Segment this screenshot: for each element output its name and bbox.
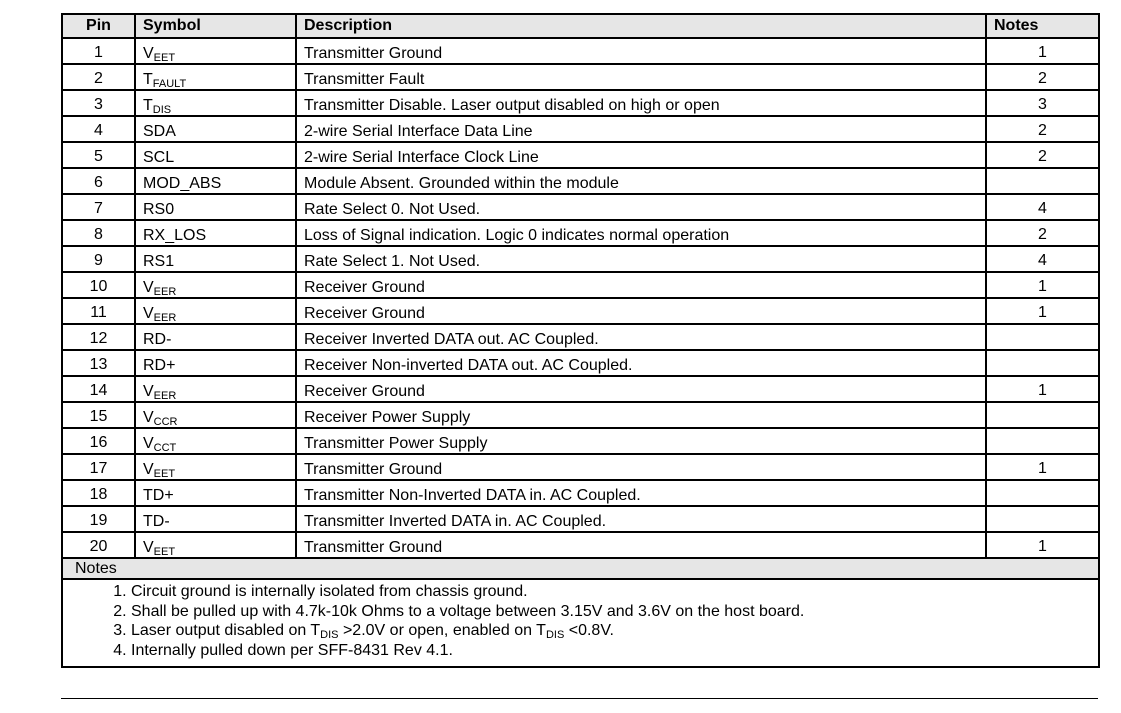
description-cell: 2-wire Serial Interface Data Line	[296, 116, 986, 142]
symbol-subscript: EER	[153, 390, 177, 402]
table-row	[62, 376, 1099, 402]
symbol-cell	[135, 350, 296, 376]
symbol-subscript: EET	[153, 546, 176, 558]
pin-cell: 10	[62, 272, 135, 298]
description-cell: Transmitter Ground	[296, 532, 986, 558]
symbol-cell	[135, 64, 296, 90]
symbol-text: TD-	[143, 513, 170, 530]
symbol-text: RD-	[143, 331, 172, 348]
symbol-cell	[135, 194, 296, 220]
description-cell: Transmitter Fault	[296, 64, 986, 90]
pin-cell: 3	[62, 90, 135, 116]
description-cell: Transmitter Disable. Laser output disabled on high or open	[296, 90, 986, 116]
description-cell: Transmitter Ground	[296, 454, 986, 480]
notes-cell: 1	[986, 272, 1099, 298]
header-pin: Pin	[62, 14, 135, 38]
symbol-text: T	[143, 71, 153, 88]
notes-cell	[986, 506, 1099, 532]
description-cell: Transmitter Ground	[296, 38, 986, 64]
header-symbol: Symbol	[135, 14, 296, 38]
description-cell: Receiver Power Supply	[296, 402, 986, 428]
description-cell: Receiver Inverted DATA out. AC Coupled.	[296, 324, 986, 350]
description-cell: Receiver Non-inverted DATA out. AC Coupled.	[296, 350, 986, 376]
notes-cell: 4	[986, 194, 1099, 220]
footer-rule	[61, 698, 1098, 699]
description-cell: Receiver Ground	[296, 298, 986, 324]
symbol-subscript: CCT	[153, 442, 177, 454]
description-cell: Receiver Ground	[296, 272, 986, 298]
description-cell: Rate Select 1. Not Used.	[296, 246, 986, 272]
table-row	[62, 324, 1099, 350]
notes-cell: 3	[986, 90, 1099, 116]
header-row	[62, 14, 1099, 38]
description-cell: Transmitter Inverted DATA in. AC Coupled.	[296, 506, 986, 532]
note-3	[131, 621, 1098, 641]
note-2: 2. Shall be pulled up with 4.7k-10k Ohms to a voltage between 3.15V and 3.6V on the host board.	[131, 602, 1098, 622]
table-row	[62, 116, 1099, 142]
notes-cell: 1	[986, 532, 1099, 558]
symbol-text: V	[143, 461, 154, 478]
pin-cell: 13	[62, 350, 135, 376]
description-cell: Receiver Ground	[296, 376, 986, 402]
table-row	[62, 350, 1099, 376]
notes-cell	[986, 428, 1099, 454]
table-row	[62, 454, 1099, 480]
symbol-text: SCL	[143, 149, 175, 166]
description-cell: Rate Select 0. Not Used.	[296, 194, 986, 220]
pin-cell: 11	[62, 298, 135, 324]
table-row	[62, 38, 1099, 64]
symbol-text: MOD_ABS	[143, 175, 222, 192]
note-1: 1. Circuit ground is internally isolated from chassis ground.	[131, 582, 1098, 602]
notes-cell: 1	[986, 454, 1099, 480]
notes-cell: 2	[986, 142, 1099, 168]
note-4: 4. Internally pulled down per SFF-8431 Rev 4.1.	[131, 641, 1098, 661]
symbol-cell	[135, 246, 296, 272]
pin-cell: 5	[62, 142, 135, 168]
symbol-cell	[135, 402, 296, 428]
symbol-text: V	[143, 45, 154, 62]
pin-cell: 12	[62, 324, 135, 350]
symbol-text: V	[143, 435, 154, 452]
pin-cell: 7	[62, 194, 135, 220]
symbol-cell	[135, 506, 296, 532]
pin-cell: 20	[62, 532, 135, 558]
pin-cell: 16	[62, 428, 135, 454]
notes-cell	[986, 168, 1099, 194]
notes-body-row	[62, 579, 1099, 667]
symbol-cell	[135, 168, 296, 194]
note-3-sub-b: DIS	[545, 629, 565, 641]
notes-cell: 1	[986, 38, 1099, 64]
symbol-text: V	[143, 409, 154, 426]
symbol-cell	[135, 272, 296, 298]
symbol-cell	[135, 38, 296, 64]
symbol-cell	[135, 454, 296, 480]
symbol-cell	[135, 220, 296, 246]
symbol-subscript: FAULT	[152, 78, 187, 90]
notes-list-cell	[62, 579, 1099, 667]
table-row	[62, 194, 1099, 220]
notes-cell: 1	[986, 376, 1099, 402]
symbol-cell	[135, 142, 296, 168]
notes-cell	[986, 402, 1099, 428]
symbol-cell	[135, 90, 296, 116]
symbol-text: V	[143, 539, 154, 556]
symbol-cell	[135, 532, 296, 558]
symbol-subscript: DIS	[152, 104, 172, 116]
symbol-cell	[135, 116, 296, 142]
symbol-text: V	[143, 305, 154, 322]
notes-cell: 2	[986, 116, 1099, 142]
table-row	[62, 64, 1099, 90]
table-row	[62, 246, 1099, 272]
symbol-cell	[135, 480, 296, 506]
description-cell: Transmitter Power Supply	[296, 428, 986, 454]
header-description: Description	[296, 14, 986, 38]
table-row	[62, 402, 1099, 428]
notes-cell: 2	[986, 64, 1099, 90]
symbol-subscript: EET	[153, 468, 176, 480]
symbol-text: V	[143, 279, 154, 296]
symbol-subscript: CCR	[153, 416, 178, 428]
pin-cell: 19	[62, 506, 135, 532]
description-cell: 2-wire Serial Interface Clock Line	[296, 142, 986, 168]
table-row	[62, 532, 1099, 558]
table-row	[62, 272, 1099, 298]
symbol-text: RD+	[143, 357, 176, 374]
notes-cell: 1	[986, 298, 1099, 324]
description-cell: Loss of Signal indication. Logic 0 indicates normal operation	[296, 220, 986, 246]
note-3-part-c: <0.8V.	[564, 622, 614, 639]
notes-title: Notes	[62, 558, 1099, 579]
pin-cell: 9	[62, 246, 135, 272]
notes-cell	[986, 324, 1099, 350]
symbol-text: RX_LOS	[143, 227, 207, 244]
symbol-text: RS0	[143, 201, 175, 218]
description-cell: Transmitter Non-Inverted DATA in. AC Coupled.	[296, 480, 986, 506]
notes-cell: 2	[986, 220, 1099, 246]
pin-cell: 17	[62, 454, 135, 480]
table-row	[62, 480, 1099, 506]
pin-cell: 1	[62, 38, 135, 64]
notes-cell: 4	[986, 246, 1099, 272]
symbol-cell	[135, 324, 296, 350]
table-row	[62, 142, 1099, 168]
symbol-text: V	[143, 383, 154, 400]
symbol-text: SDA	[143, 123, 176, 140]
pin-description-table	[61, 13, 1100, 668]
symbol-text: T	[143, 97, 153, 114]
symbol-subscript: EET	[153, 52, 176, 64]
notes-header-row	[62, 558, 1099, 579]
pin-cell: 14	[62, 376, 135, 402]
pin-cell: 15	[62, 402, 135, 428]
symbol-text: RS1	[143, 253, 175, 270]
note-3-part-b: >2.0V or open, enabled on T	[338, 622, 546, 639]
header-notes: Notes	[986, 14, 1099, 38]
notes-cell	[986, 350, 1099, 376]
pin-cell: 8	[62, 220, 135, 246]
symbol-cell	[135, 298, 296, 324]
symbol-subscript: EER	[153, 286, 177, 298]
description-cell: Module Absent. Grounded within the module	[296, 168, 986, 194]
notes-cell	[986, 480, 1099, 506]
note-3-part-a: Laser output disabled on T	[131, 622, 321, 639]
symbol-cell	[135, 428, 296, 454]
table-row	[62, 506, 1099, 532]
symbol-cell	[135, 376, 296, 402]
pin-cell: 6	[62, 168, 135, 194]
pin-cell: 2	[62, 64, 135, 90]
table-row	[62, 168, 1099, 194]
table-row	[62, 428, 1099, 454]
note-3-sub-a: DIS	[320, 629, 339, 641]
symbol-subscript: EER	[153, 312, 177, 324]
pin-cell: 4	[62, 116, 135, 142]
symbol-text: TD+	[143, 487, 174, 504]
table-row	[62, 220, 1099, 246]
notes-list	[111, 582, 1098, 660]
table-row	[62, 298, 1099, 324]
table-row	[62, 90, 1099, 116]
pin-cell: 18	[62, 480, 135, 506]
